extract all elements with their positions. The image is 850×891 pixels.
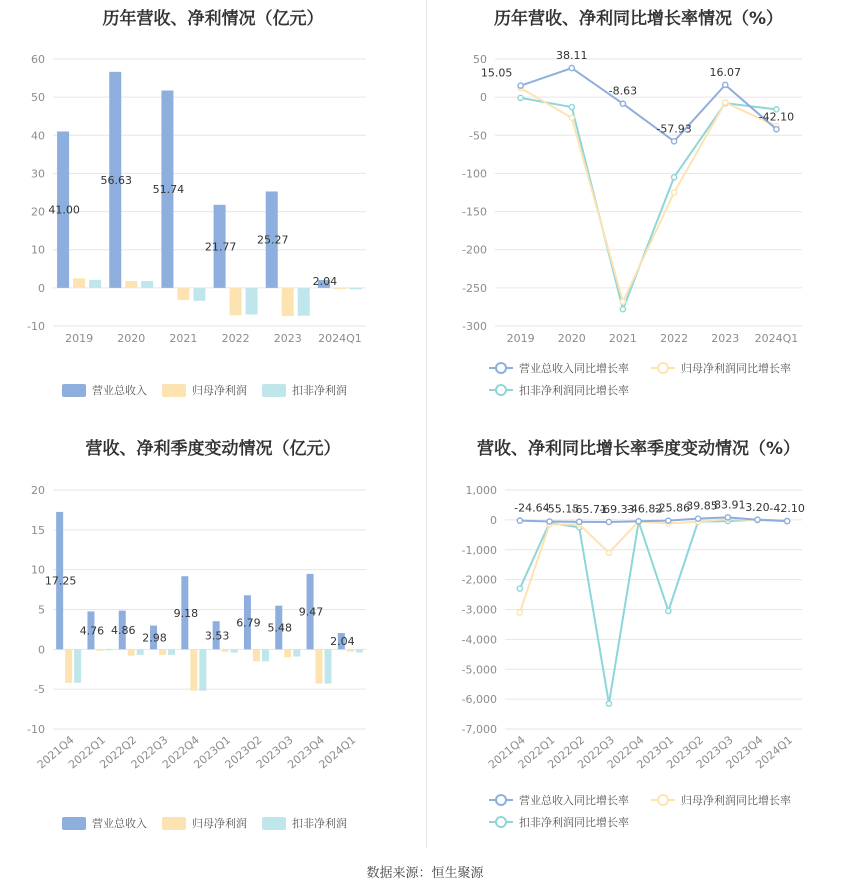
y-tick-label: -250	[462, 281, 487, 295]
bar-deducted-profit	[325, 649, 332, 683]
bar-deducted-profit	[246, 288, 258, 315]
y-tick-label: -10	[27, 320, 45, 333]
x-tick-label: 2020	[557, 332, 586, 345]
deducted-profit-growth-point	[666, 608, 671, 613]
y-tick-label: -5	[34, 683, 45, 697]
revenue-growth-point	[671, 139, 676, 144]
x-tick-label: 2021	[608, 332, 637, 345]
y-tick-label: 20	[31, 205, 45, 219]
x-tick-label: 2022Q3	[128, 733, 171, 772]
y-tick-label: 15	[31, 523, 45, 537]
y-tick-label: -50	[469, 129, 487, 143]
data-label: 15.05	[480, 66, 513, 80]
revenue-growth-point	[577, 519, 582, 524]
deducted-profit-growth-point	[606, 701, 611, 706]
deducted-profit-growth-point	[569, 104, 574, 109]
bar-net-profit	[128, 649, 135, 655]
bar-net-profit	[159, 649, 166, 655]
bar-deducted-profit	[137, 649, 144, 655]
y-tick-label: 0	[38, 643, 45, 657]
x-tick-label: 2023Q3	[253, 733, 296, 772]
y-tick-label: -1,000	[461, 543, 497, 557]
data-label: 16.07	[709, 65, 741, 79]
net-profit-growth-point	[569, 115, 574, 120]
net-profit-growth-point	[517, 610, 522, 615]
x-tick-label: 2022Q1	[66, 733, 108, 772]
legend-label: 营业总收入	[92, 817, 147, 830]
legend-label: 扣非净利润	[292, 384, 347, 397]
y-tick-label: 0	[480, 91, 487, 105]
data-label: -55.15	[543, 502, 580, 516]
legend-label: 营业总收入	[92, 384, 147, 397]
deducted-profit-growth-point	[518, 95, 523, 100]
bar-deducted-profit	[89, 280, 101, 288]
data-label: 6.79	[236, 616, 261, 630]
net-profit-growth-line	[521, 88, 777, 302]
legend-swatch	[162, 384, 186, 397]
bar-net-profit	[222, 649, 229, 651]
y-tick-label: 1,000	[465, 484, 497, 497]
bar-deducted-profit	[356, 649, 363, 652]
quarterly-growth-chart	[427, 428, 850, 848]
legend-marker	[658, 795, 668, 805]
revenue-growth-point	[606, 519, 611, 524]
x-tick-label: 2020	[117, 332, 146, 345]
data-label: 2.04	[330, 635, 355, 649]
x-tick-label: 2022	[221, 332, 250, 345]
y-tick-label: -5,000	[461, 663, 497, 677]
data-label: 9.18	[173, 606, 199, 620]
data-label: 4.76	[79, 624, 105, 638]
bar-deducted-profit	[168, 649, 175, 655]
y-tick-label: 40	[31, 129, 45, 143]
y-tick-label: 50	[31, 91, 45, 105]
x-tick-label: 2024Q1	[754, 332, 799, 345]
y-tick-label: 0	[490, 513, 497, 527]
data-label: 4.86	[111, 623, 136, 637]
data-label: 51.74	[152, 183, 185, 197]
bar-deducted-profit	[350, 288, 362, 290]
legend-swatch	[62, 817, 86, 830]
net-profit-growth-point	[606, 550, 611, 555]
legend-label: 归母净利润同比增长率	[681, 794, 791, 807]
x-tick-label: 2021Q4	[34, 733, 77, 772]
data-label: 39.85	[686, 499, 718, 513]
y-tick-label: 50	[473, 53, 487, 66]
net-profit-growth-point	[620, 299, 625, 304]
legend-marker	[496, 817, 506, 827]
x-tick-label: 2024Q1	[753, 733, 796, 772]
bar-net-profit	[190, 649, 197, 690]
y-tick-label: 30	[31, 167, 45, 181]
data-label: -25.86	[654, 501, 691, 515]
data-label: -46.82	[626, 502, 663, 516]
data-label: -8.63	[608, 84, 638, 98]
legend-swatch	[62, 384, 86, 397]
bar-deducted-profit	[199, 649, 206, 690]
revenue-growth-point	[774, 127, 779, 132]
y-tick-label: -4,000	[461, 633, 497, 647]
revenue-growth-point	[636, 519, 641, 524]
legend-label: 营业总收入同比增长率	[519, 794, 629, 807]
bar-net-profit	[177, 288, 189, 300]
chart-title: 历年营收、净利同比增长率情况（%）	[493, 9, 784, 29]
legend-marker	[496, 385, 506, 395]
revenue-growth-point	[695, 516, 700, 521]
revenue-growth-point	[518, 83, 523, 88]
data-label: 83.91	[714, 498, 746, 512]
bar-deducted-profit	[141, 281, 153, 288]
revenue-growth-point	[517, 518, 522, 523]
y-tick-label: -3,000	[461, 603, 497, 617]
x-tick-label: 2022Q2	[97, 733, 140, 772]
bar-deducted-profit	[298, 288, 310, 316]
chart-title: 历年营收、净利情况（亿元）	[102, 9, 324, 29]
data-label: -42.10	[758, 110, 795, 124]
chart-title: 营收、净利同比增长率季度变动情况（%）	[476, 439, 801, 459]
data-label: -24.64	[514, 501, 550, 515]
data-label: -69.33	[599, 502, 635, 516]
y-tick-label: 10	[31, 243, 45, 257]
x-tick-label: 2022Q1	[515, 733, 558, 772]
deducted-profit-growth-point	[620, 307, 625, 312]
bar-net-profit	[284, 649, 291, 657]
x-tick-label: 2023Q4	[285, 733, 327, 772]
bar-deducted-profit	[74, 649, 81, 682]
legend-label: 归母净利润	[192, 384, 247, 397]
bar-net-profit	[73, 278, 85, 288]
annual-growth-chart	[427, 0, 850, 410]
chart-title: 营收、净利季度变动情况（亿元）	[85, 439, 341, 459]
data-label: 2.04	[312, 274, 338, 288]
bar-net-profit	[65, 649, 72, 682]
revenue-growth-point	[569, 65, 574, 70]
y-tick-label: -7,000	[461, 723, 497, 736]
legend-swatch	[262, 384, 286, 397]
data-label: 3.53	[204, 629, 230, 643]
x-tick-label: 2024Q1	[316, 733, 359, 772]
deducted-profit-growth-line	[521, 98, 777, 309]
x-tick-label: 2022	[660, 332, 689, 345]
legend-marker	[496, 363, 506, 373]
data-label: 56.63	[100, 173, 132, 187]
revenue-growth-point	[723, 82, 728, 87]
legend-label: 扣非净利润	[292, 817, 347, 830]
bar-deducted-profit	[105, 649, 112, 650]
x-tick-label: 2023Q1	[191, 733, 234, 772]
y-tick-label: 0	[38, 281, 45, 295]
y-tick-label: -10	[27, 723, 45, 736]
bar-net-profit	[316, 649, 323, 683]
data-label: 3.20	[745, 500, 770, 514]
x-tick-label: 2023	[711, 332, 740, 345]
y-tick-label: -150	[462, 205, 487, 219]
legend-label: 扣非净利润同比增长率	[519, 384, 629, 397]
quarterly-growth-panel	[427, 428, 850, 848]
data-label: 38.11	[556, 49, 588, 63]
annual-growth-panel	[427, 0, 850, 410]
bar-net-profit	[96, 649, 103, 651]
y-tick-label: -100	[462, 167, 487, 181]
revenue-growth-point	[785, 519, 790, 524]
x-tick-label: 2022Q4	[159, 733, 202, 772]
x-tick-label: 2021Q4	[485, 733, 528, 772]
y-tick-label: -300	[462, 320, 487, 333]
x-tick-label: 2023Q2	[664, 733, 706, 772]
data-label: 41.00	[48, 203, 80, 217]
x-tick-label: 2023Q1	[634, 733, 677, 772]
data-label: -57.93	[656, 122, 692, 136]
bar-deducted-profit	[231, 649, 238, 652]
revenue-growth-point	[547, 519, 552, 524]
x-tick-label: 2022Q2	[545, 733, 588, 772]
deducted-profit-growth-line	[520, 520, 787, 704]
bar-net-profit	[230, 288, 242, 315]
data-label: 17.25	[44, 574, 77, 588]
x-tick-label: 2019	[65, 332, 94, 345]
data-label: 2.98	[142, 631, 167, 645]
x-tick-label: 2023	[273, 332, 302, 345]
x-tick-label: 2023Q4	[723, 733, 766, 772]
data-label: -65.71	[571, 502, 607, 516]
quarterly-amounts-panel	[0, 428, 426, 848]
bar-net-profit	[334, 288, 346, 289]
legend-label: 扣非净利润同比增长率	[519, 816, 629, 829]
annual-amounts-panel	[0, 0, 426, 410]
x-tick-label: 2019	[506, 332, 535, 345]
quarterly-amounts-chart	[0, 428, 426, 848]
data-label: 21.77	[204, 240, 237, 254]
y-tick-label: -6,000	[461, 693, 497, 707]
bar-deducted-profit	[293, 649, 300, 656]
data-source: 数据来源：恒生聚源	[366, 866, 484, 881]
y-tick-label: -200	[462, 243, 487, 257]
y-tick-label: 10	[31, 563, 45, 577]
legend-label: 归母净利润同比增长率	[681, 362, 791, 375]
data-label: -42.10	[769, 502, 805, 516]
legend-label: 归母净利润	[192, 817, 247, 830]
legend-marker	[496, 795, 506, 805]
x-tick-label: 2023Q2	[222, 733, 265, 772]
y-tick-label: 60	[31, 53, 45, 66]
bar-net-profit	[125, 281, 137, 288]
x-tick-label: 2024Q1	[318, 332, 362, 345]
bar-net-profit	[347, 649, 354, 651]
revenue-growth-point	[666, 518, 671, 523]
data-label: 5.48	[267, 621, 292, 635]
legend-label: 营业总收入同比增长率	[519, 362, 629, 375]
legend-swatch	[162, 817, 186, 830]
revenue-growth-point	[755, 517, 760, 522]
x-tick-label: 2022Q3	[575, 733, 617, 772]
data-label: 9.47	[298, 605, 324, 619]
legend-swatch	[262, 817, 286, 830]
net-profit-growth-point	[671, 190, 676, 195]
x-tick-label: 2022Q4	[604, 733, 647, 772]
y-tick-label: 20	[31, 484, 45, 497]
x-tick-label: 2023Q3	[693, 733, 736, 772]
deducted-profit-growth-point	[517, 586, 522, 591]
deducted-profit-growth-point	[671, 175, 676, 180]
bar-net-profit	[282, 288, 294, 316]
net-profit-growth-point	[723, 100, 728, 105]
annual-amounts-chart	[0, 0, 426, 410]
bar-deducted-profit	[193, 288, 205, 301]
data-label: 25.27	[257, 233, 289, 247]
bar-net-profit	[253, 649, 260, 661]
y-tick-label: 5	[38, 603, 45, 617]
revenue-growth-point	[620, 101, 625, 106]
x-tick-label: 2021	[169, 332, 198, 345]
y-tick-label: -2,000	[461, 573, 497, 587]
revenue-growth-point	[725, 515, 730, 520]
bar-deducted-profit	[262, 649, 269, 661]
legend-marker	[658, 363, 668, 373]
